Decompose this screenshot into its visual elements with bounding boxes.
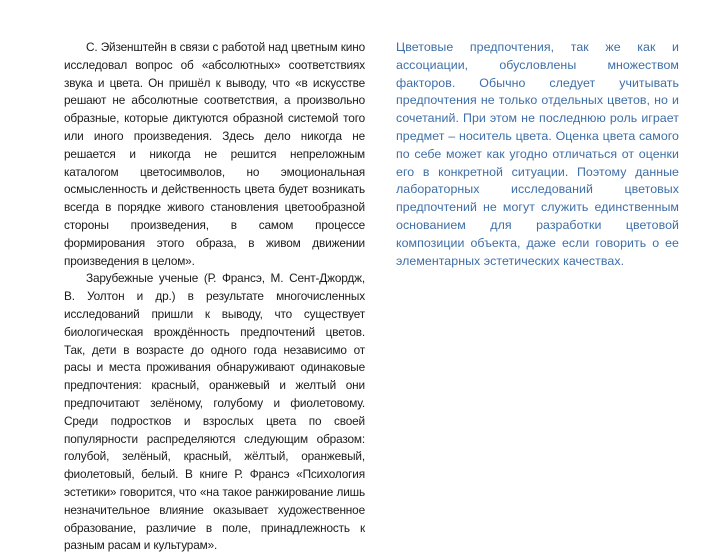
left-text-column xyxy=(64,39,365,555)
left-paragraph-eisenstein: С. Эйзенштейн в связи с работой над цветным кино исследовал вопрос об «абсолютных» соответствиях звука и цвета. Он пришёл к выводу, что «в искусстве решают не абсолютные соответствия, а произвольно образные, которые диктуются образной системой того или иного произведения. Здесь дело никогда не решается и никогда не решится непреложным каталогом цветосимволов, но эмоциональная осмысленность и действенность цвета будет возникать всегда в порядке живого становления цветообразной стороны произведения, в самом процессе формирования этого образа, в живом движении произведения в целом». xyxy=(64,40,365,268)
left-paragraph-foreign-scientists: Зарубежные ученые (Р. Франсэ, М. Сент-Джордж, В. Уолтон и др.) в результате многочисленных исследований пришли к выводу, что существует биологическая врождённость предпочтений цветов. Так, дети в возрасте до одного года независимо от расы и места проживания обнаруживают одинаковые предпочтения: красный, оранжевый и желтый они предпочитают зелёному, голубому и фиолетовому. Среди подростков и взрослых цвета по своей популярности распределяются следующим образом: голубой, зелёный, красный, жёлтый, оранжевый, фиолетовый, белый. В книге Р. Франсэ «Психология эстетики» говорится, что «на такое ранжирование лишь незначительное влияние оказывает художественное образование, различие в поле, принадлежность к разным расам и культурам». xyxy=(64,271,365,553)
right-paragraph-color-preferences: Цветовые предпочтения, так же как и ассоциации, обусловлены множеством факторов. Обычно следует учитывать предпочтения не только отдельных цветов, но и сочетаний. При этом не последнюю роль играет предмет – носитель цвета. Оценка цвета самого по себе может как угодно отличаться от оценки его в конкретной ситуации. Поэтому данные лабораторных исследований цветовых предпочтений не могут служить единственным основанием для разработки цветовой композиции объекта, даже если говорить о ее элементарных эстетических качествах. xyxy=(396,40,679,268)
right-text-column xyxy=(396,39,679,270)
